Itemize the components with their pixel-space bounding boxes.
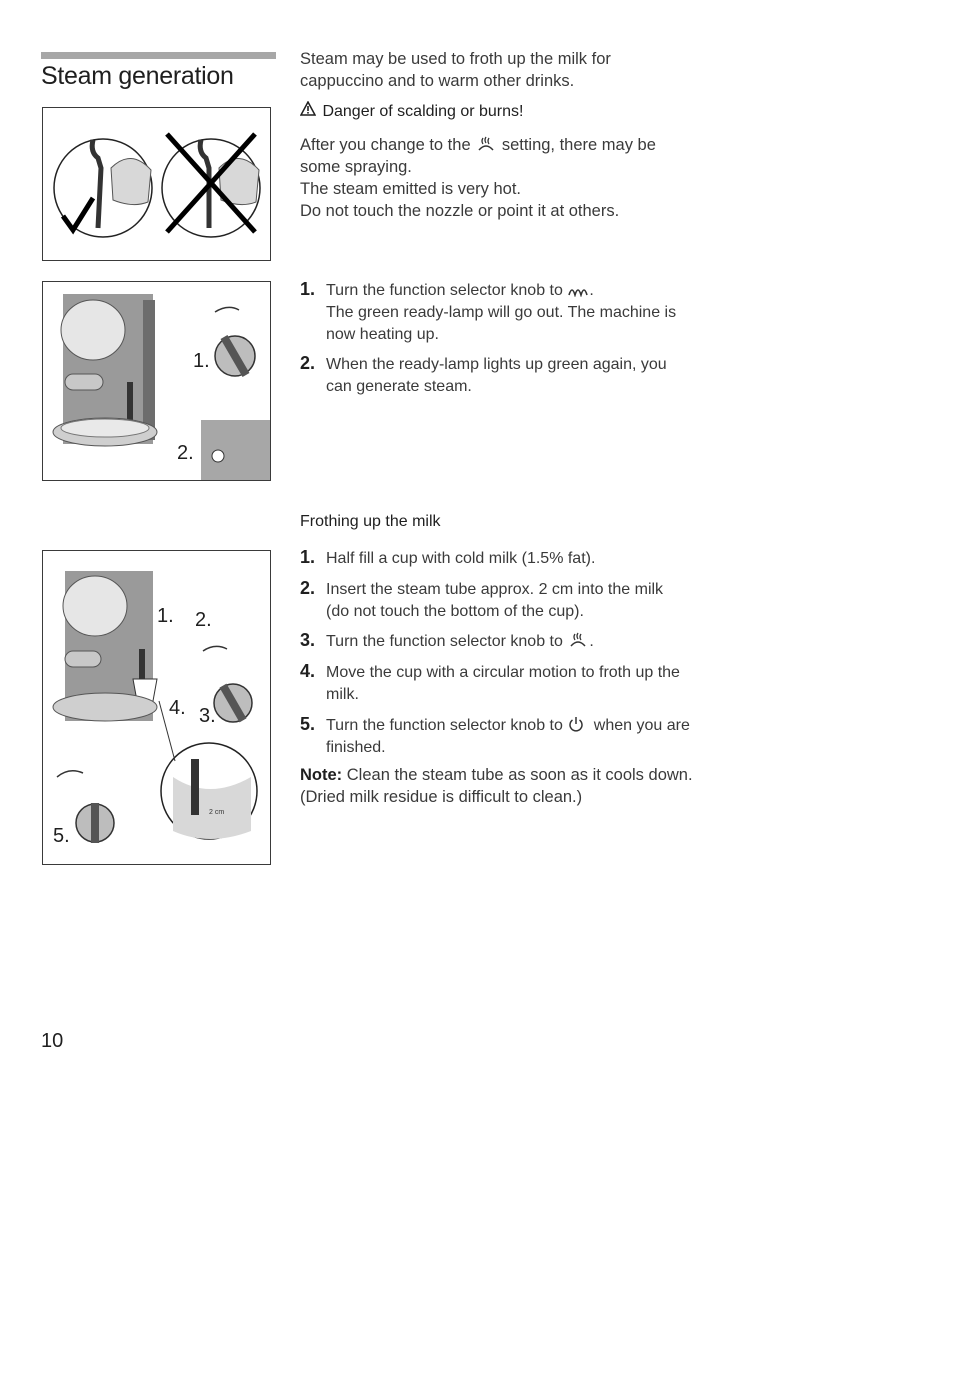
note-body-line2: (Dried milk residue is difficult to clean.) <box>300 788 583 806</box>
step-number: 1. <box>300 279 316 299</box>
step-text-line2: can generate steam. <box>326 378 472 395</box>
page-title: Steam generation <box>41 62 234 90</box>
figure-machine-knob-lamp <box>42 281 271 481</box>
froth-step-5 <box>300 715 730 759</box>
fig3-label-2: 2. <box>195 609 212 631</box>
step-text: Turn the function selector knob to <box>326 717 563 734</box>
intro-text <box>300 48 611 92</box>
prepare-step-1 <box>300 280 730 346</box>
warning-title: Danger of scalding or burns! <box>322 103 524 120</box>
warning-line-1b: setting, there may be <box>501 136 656 154</box>
intro-line-2: cappuccino and to warm other drinks. <box>300 72 575 90</box>
step-text-line2: The green ready-lamp will go out. The machine is <box>326 304 677 321</box>
step-number: 3. <box>300 630 316 650</box>
step-text-line2: (do not touch the bottom of the cup). <box>326 603 584 620</box>
step-text: Turn the function selector knob to <box>326 282 563 299</box>
note-body: Clean the steam tube as soon as it cools down. <box>346 766 693 784</box>
step-text: When the ready-lamp lights up green again, you <box>326 356 667 373</box>
step-punct: . <box>589 633 594 650</box>
steam-icon <box>567 632 589 648</box>
fig3-label-4: 4. <box>169 697 186 719</box>
warning-heading <box>300 101 523 121</box>
step-text: Insert the steam tube approx. 2 cm into the milk <box>326 581 664 598</box>
step-number: 4. <box>300 661 316 681</box>
froth-step-2 <box>300 579 730 623</box>
step-text-tail: when you are <box>593 717 690 734</box>
step-text-line2: milk. <box>326 686 359 703</box>
step-number: 2. <box>300 353 316 373</box>
fig3-label-5: 5. <box>53 825 70 847</box>
preheat-icon <box>567 282 589 298</box>
warning-line-2: some spraying. <box>300 158 412 176</box>
warning-icon <box>300 101 318 121</box>
figure-steam-tube-grip <box>42 107 271 261</box>
figure-frothing-sequence <box>42 550 271 865</box>
title-rule <box>41 52 276 59</box>
step-number: 5. <box>300 714 316 734</box>
step-punct: . <box>589 282 594 299</box>
warning-line-4: Do not touch the nozzle or point it at others. <box>300 202 620 220</box>
step-text: Half fill a cup with cold milk (1.5% fat). <box>326 550 596 567</box>
intro-line-1: Steam may be used to froth up the milk for <box>300 50 611 68</box>
fig3-depth-label: 2 cm <box>209 809 225 816</box>
froth-step-4 <box>300 662 730 706</box>
froth-step-3 <box>300 631 730 653</box>
fig2-label-2: 2. <box>177 442 194 464</box>
warning-line-3: The steam emitted is very hot. <box>300 180 522 198</box>
power-icon <box>567 716 589 732</box>
froth-step-1 <box>300 548 730 570</box>
note-text <box>300 764 740 808</box>
step-number: 1. <box>300 547 316 567</box>
warning-line-1a: After you change to the <box>300 136 471 154</box>
step-text-line3: now heating up. <box>326 326 439 343</box>
page-number: 10 <box>41 1030 64 1052</box>
note-label: Note: <box>300 766 343 784</box>
steam-icon <box>475 136 497 152</box>
fig3-label-1: 1. <box>157 605 174 627</box>
fig2-label-1: 1. <box>193 350 210 372</box>
step-text: Move the cup with a circular motion to froth up the <box>326 664 680 681</box>
warning-text <box>300 134 656 222</box>
fig3-label-3: 3. <box>199 705 216 727</box>
frothing-heading: Frothing up the milk <box>300 513 441 530</box>
step-number: 2. <box>300 578 316 598</box>
step-text-line2: finished. <box>326 739 386 756</box>
step-text: Turn the function selector knob to <box>326 633 563 650</box>
prepare-step-2 <box>300 354 730 398</box>
